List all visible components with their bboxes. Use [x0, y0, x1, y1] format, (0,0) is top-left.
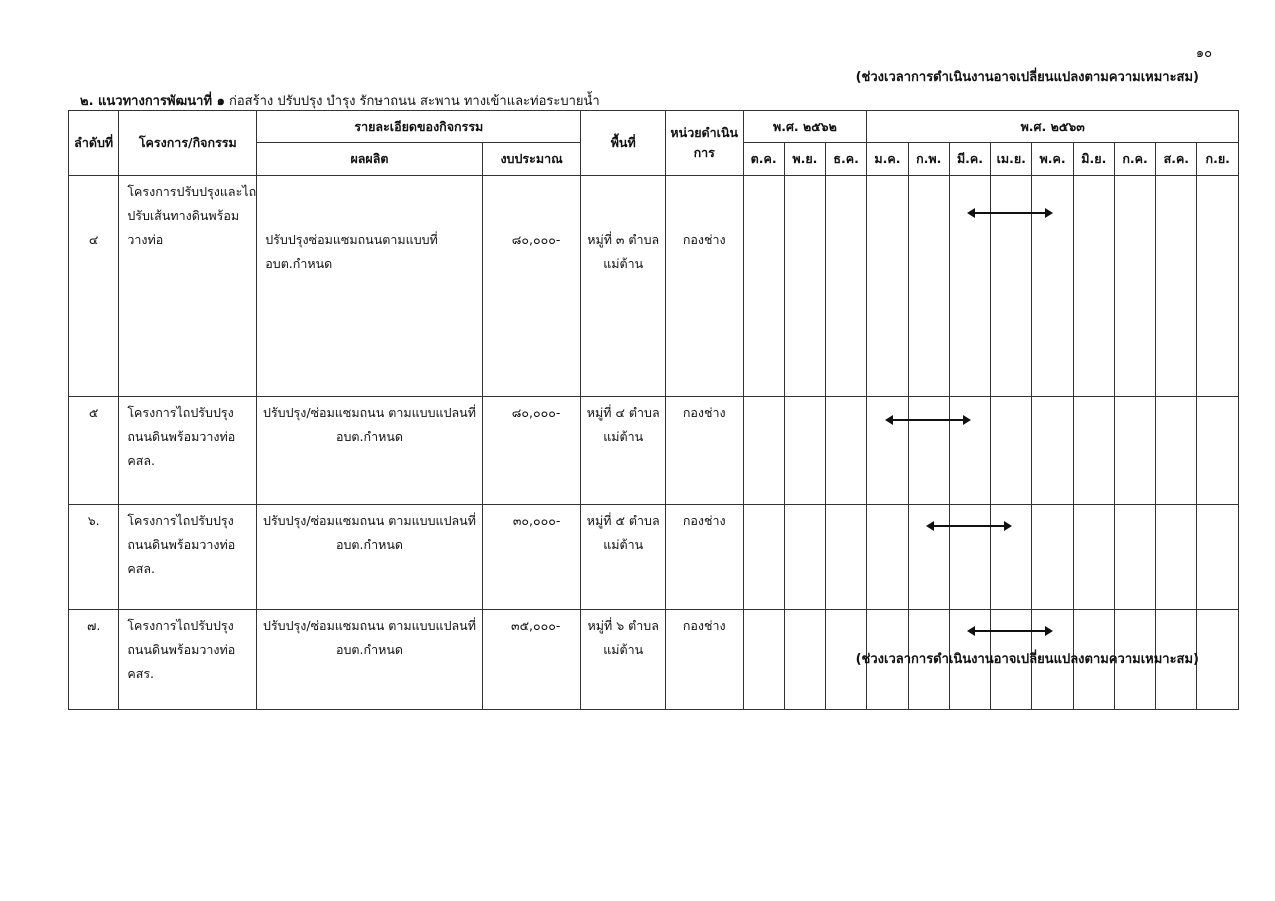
month-cell	[784, 505, 825, 610]
month-cell	[908, 397, 949, 505]
month-cell	[908, 176, 949, 397]
month-cell	[743, 505, 784, 610]
month-cell	[1197, 505, 1239, 610]
month-cell	[1114, 397, 1155, 505]
section-label: ๒. แนวทางการพัฒนาที่ ๑	[80, 94, 225, 109]
row-output: ปรับปรุง/ซ่อมแซมถนน ตามแบบแปลนที่ อบต.กำหนด	[257, 610, 483, 710]
row-area: หมู่ที่ ๕ ตำบล แม่ต้าน	[581, 505, 666, 610]
row-budget: ๓๕,๐๐๐-	[482, 610, 581, 710]
row-unit: กองช่าง	[665, 505, 743, 610]
row-project: โครงการปรับปรุงและไถปรับเส้นทางดินพร้อมวางท่อ	[119, 176, 257, 397]
month-cell	[949, 505, 990, 610]
month-header: พ.ย.	[784, 143, 825, 176]
table-row	[69, 176, 1239, 397]
month-cell	[826, 176, 867, 397]
month-cell	[1114, 176, 1155, 397]
month-cell	[1073, 176, 1114, 397]
row-output: ปรับปรุงซ่อมแซมถนนตามแบบที่ อบต.กำหนด	[257, 176, 483, 397]
month-cell	[908, 505, 949, 610]
row-project: โครงการไถปรับปรุงถนนดินพร้อมวางท่อ คสล.	[119, 397, 257, 505]
row-project: โครงการไถปรับปรุงถนนดินพร้อมวางท่อ คสร.	[119, 610, 257, 710]
month-cell	[1156, 397, 1197, 505]
month-header: พ.ค.	[1032, 143, 1073, 176]
month-cell	[867, 176, 908, 397]
schedule-note-bottom: (ช่วงเวลาการดำเนินงานอาจเปลี่ยนแปลงตามความเหมาะสม)	[855, 652, 1199, 667]
month-cell	[1073, 397, 1114, 505]
month-cell	[991, 397, 1032, 505]
month-cell	[1032, 397, 1073, 505]
month-cell	[1032, 176, 1073, 397]
row-unit: กองช่าง	[665, 397, 743, 505]
page-number: ๑๐	[1195, 46, 1212, 61]
header-project: โครงการ/กิจกรรม	[119, 111, 257, 176]
month-cell	[743, 397, 784, 505]
month-cell	[1156, 505, 1197, 610]
row-area: หมู่ที่ ๓ ตำบล แม่ต้าน	[581, 176, 666, 397]
month-cell	[867, 505, 908, 610]
month-cell	[1032, 505, 1073, 610]
month-header: เม.ย.	[991, 143, 1032, 176]
month-cell	[1114, 505, 1155, 610]
row-unit: กองช่าง	[665, 176, 743, 397]
project-schedule-table	[68, 110, 1239, 710]
header-year-2562: พ.ศ. ๒๕๖๒	[743, 111, 867, 143]
row-area: หมู่ที่ ๖ ตำบล แม่ต้าน	[581, 610, 666, 710]
schedule-note-top: (ช่วงเวลาการดำเนินงานอาจเปลี่ยนแปลงตามความเหมาะสม)	[855, 70, 1199, 85]
row-no: ๗.	[69, 610, 119, 710]
month-header: ธ.ค.	[826, 143, 867, 176]
table-row	[69, 397, 1239, 505]
month-header: ก.ค.	[1114, 143, 1155, 176]
header-output: ผลผลิต	[257, 143, 483, 176]
row-no: ๕	[69, 397, 119, 505]
month-header: ก.พ.	[908, 143, 949, 176]
month-cell	[949, 397, 990, 505]
header-unit: หน่วยดำเนินการ	[665, 111, 743, 176]
row-budget: ๓๐,๐๐๐-	[482, 505, 581, 610]
row-budget: ๘๐,๐๐๐-	[482, 397, 581, 505]
month-cell	[949, 176, 990, 397]
month-cell	[991, 505, 1032, 610]
month-cell	[743, 176, 784, 397]
month-header: ส.ค.	[1156, 143, 1197, 176]
month-cell	[1156, 176, 1197, 397]
section-text: ก่อสร้าง ปรับปรุง บำรุง รักษาถนน สะพาน ทางเข้าและท่อระบายน้ำ	[228, 94, 600, 109]
header-year-2563: พ.ศ. ๒๕๖๓	[867, 111, 1239, 143]
header-budget: งบประมาณ	[482, 143, 581, 176]
row-unit: กองช่าง	[665, 610, 743, 710]
month-cell	[1197, 176, 1239, 397]
header-details: รายละเอียดของกิจกรรม	[257, 111, 581, 143]
month-header: มิ.ย.	[1073, 143, 1114, 176]
table-row	[69, 505, 1239, 610]
row-budget: ๘๐,๐๐๐-	[482, 176, 581, 397]
month-cell	[1197, 610, 1239, 710]
month-cell	[784, 397, 825, 505]
month-header: ก.ย.	[1197, 143, 1239, 176]
row-no: ๔	[69, 176, 119, 397]
section-heading	[80, 90, 600, 111]
month-cell	[826, 505, 867, 610]
header-area: พื้นที่	[581, 111, 666, 176]
month-cell	[826, 397, 867, 505]
month-cell	[1073, 505, 1114, 610]
row-no: ๖.	[69, 505, 119, 610]
month-cell	[867, 397, 908, 505]
row-area: หมู่ที่ ๔ ตำบล แม่ต้าน	[581, 397, 666, 505]
month-cell	[784, 176, 825, 397]
month-cell	[991, 176, 1032, 397]
header-no: ลำดับที่	[69, 111, 119, 176]
month-cell	[1197, 397, 1239, 505]
month-header: ม.ค.	[867, 143, 908, 176]
row-output: ปรับปรุง/ซ่อมแซมถนน ตามแบบแปลนที่ อบต.กำหนด	[257, 505, 483, 610]
month-header: มี.ค.	[949, 143, 990, 176]
row-project: โครงการไถปรับปรุงถนนดินพร้อมวางท่อ คสล.	[119, 505, 257, 610]
month-header: ต.ค.	[743, 143, 784, 176]
row-output: ปรับปรุง/ซ่อมแซมถนน ตามแบบแปลนที่ อบต.กำหนด	[257, 397, 483, 505]
